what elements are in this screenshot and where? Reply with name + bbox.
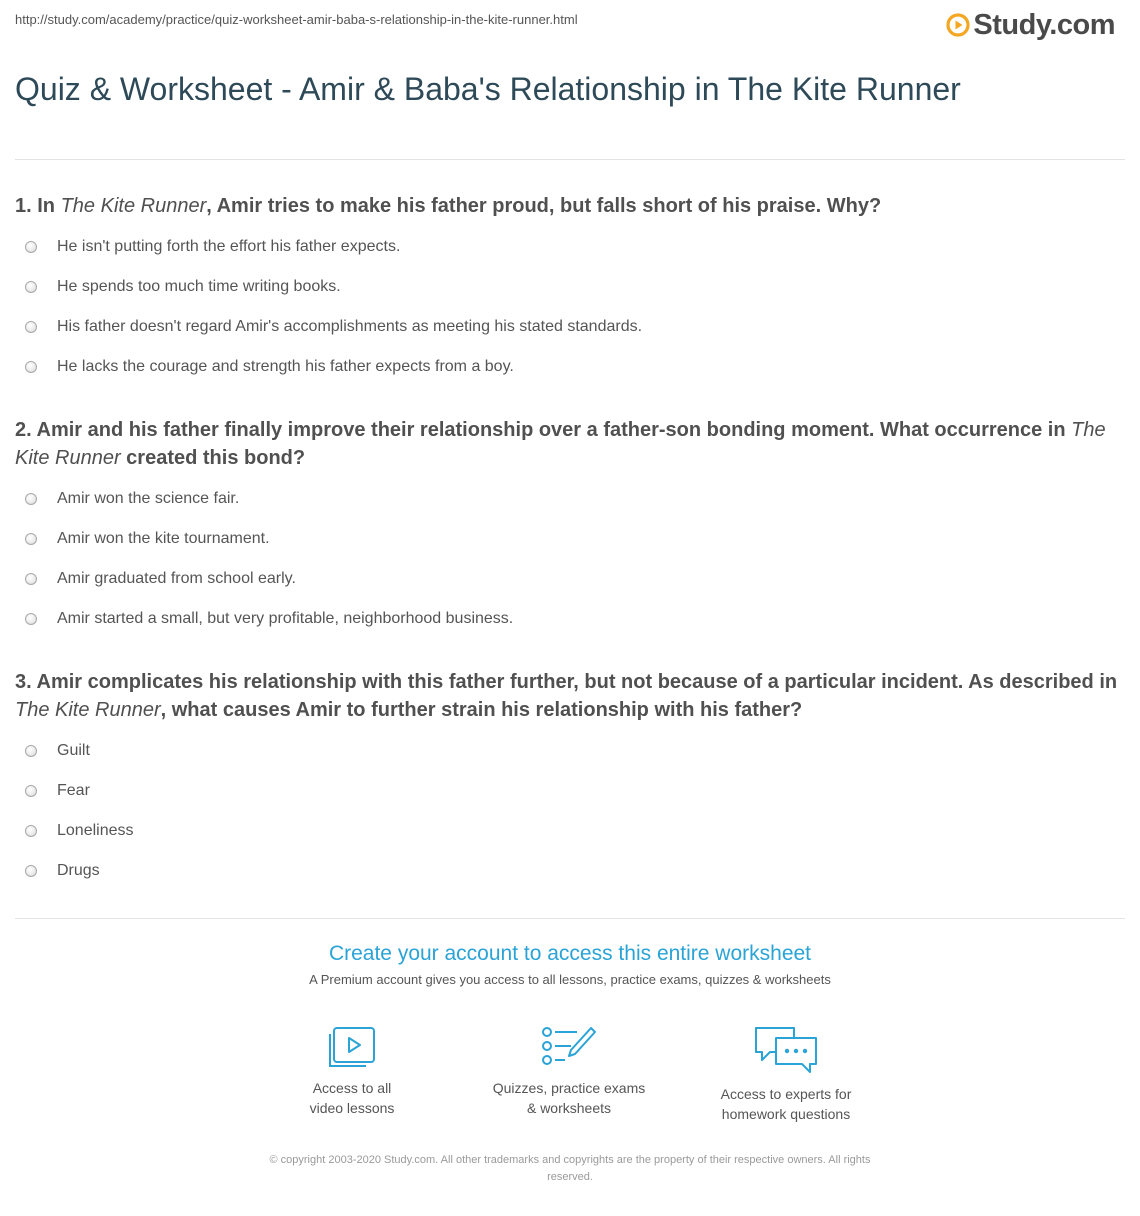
play-circle-icon: [946, 13, 970, 37]
feature-label: [469, 1078, 669, 1118]
answer-label: He isn't putting forth the effort his father expects.: [57, 238, 401, 255]
page-title: Quiz & Worksheet - Amir & Baba's Relationship in The Kite Runner: [15, 71, 961, 107]
answer-option[interactable]: [15, 811, 1125, 851]
feature-label-line: Access to all: [312, 1080, 392, 1096]
question-1: [15, 192, 1125, 387]
answer-label: His father doesn't regard Amir's accomplishments as meeting his stated standards.: [57, 318, 643, 335]
radio-button[interactable]: [25, 493, 37, 505]
logo-text: Study.com: [973, 8, 1115, 41]
answer-label: He lacks the courage and strength his father expects from a boy.: [57, 358, 514, 375]
radio-button[interactable]: [25, 533, 37, 545]
question-text-part: Amir and his father finally improve their relationship over a father-son bonding moment. What occurrence in: [36, 419, 1072, 441]
answer-label: Fear: [57, 782, 90, 799]
radio-button[interactable]: [25, 321, 37, 333]
top-bar: [15, 0, 1125, 50]
answer-label: He spends too much time writing books.: [57, 278, 341, 295]
question-3: [15, 668, 1125, 891]
question-number: 2.: [15, 419, 32, 441]
answer-label: Amir won the science fair.: [57, 490, 240, 507]
signup-cta: [0, 942, 1140, 987]
answer-option[interactable]: [15, 559, 1125, 599]
copyright-line: © copyright 2003-2020 Study.com. All other trademarks and copyrights are the property of their respective owners. All rights: [269, 1154, 871, 1166]
book-title: The Kite Runner: [60, 195, 207, 217]
section-divider: [15, 918, 1125, 919]
cta-title-link[interactable]: Create your account to access this entire worksheet: [328, 942, 812, 965]
question-2: [15, 416, 1125, 639]
answer-option[interactable]: [15, 347, 1125, 387]
feature-experts: [686, 1024, 886, 1124]
question-text: [15, 192, 1125, 220]
radio-button[interactable]: [25, 613, 37, 625]
question-number: 1.: [15, 195, 32, 217]
feature-label-line: homework questions: [721, 1106, 851, 1122]
answer-options: [15, 731, 1125, 891]
feature-quizzes: [469, 1024, 669, 1118]
radio-button[interactable]: [25, 281, 37, 293]
radio-button[interactable]: [25, 785, 37, 797]
radio-button[interactable]: [25, 361, 37, 373]
radio-button[interactable]: [25, 241, 37, 253]
question-number: 3.: [15, 671, 32, 693]
premium-features: [0, 1024, 1140, 1124]
question-text: [15, 416, 1125, 472]
answer-option[interactable]: [15, 851, 1125, 891]
feature-label: [686, 1084, 886, 1124]
video-lessons-icon: [326, 1024, 378, 1068]
radio-button[interactable]: [25, 865, 37, 877]
copyright-notice: [210, 1152, 930, 1186]
copyright-line: reserved.: [547, 1171, 593, 1183]
answer-option[interactable]: [15, 519, 1125, 559]
answer-options: [15, 227, 1125, 387]
answer-option[interactable]: [15, 599, 1125, 639]
question-text-part: , what causes Amir to further strain his relationship with his father?: [160, 699, 803, 721]
feature-label: [252, 1078, 452, 1118]
question-text-part: Amir complicates his relationship with this father further, but not because of a particular incident. As described in: [36, 671, 1118, 693]
question-text: [15, 668, 1125, 724]
answer-label: Loneliness: [57, 822, 134, 839]
chat-bubbles-icon: [754, 1024, 818, 1074]
question-text-part: created this bond?: [120, 447, 306, 469]
answer-option[interactable]: [15, 307, 1125, 347]
answer-option[interactable]: [15, 771, 1125, 811]
radio-button[interactable]: [25, 573, 37, 585]
answer-label: Drugs: [57, 862, 100, 879]
book-title: The Kite Runner: [15, 419, 1106, 469]
cta-subtitle: A Premium account gives you access to all lessons, practice exams, quizzes & worksheets: [309, 972, 831, 987]
quiz-checklist-icon: [541, 1024, 597, 1068]
book-title: The Kite Runner: [15, 699, 161, 721]
answer-option[interactable]: [15, 267, 1125, 307]
feature-video-lessons: [252, 1024, 452, 1118]
answer-options: [15, 479, 1125, 639]
question-text-part: In: [37, 195, 61, 217]
feature-label-line: video lessons: [309, 1100, 395, 1116]
study-logo[interactable]: [946, 8, 1115, 42]
answer-label: Amir won the kite tournament.: [57, 530, 270, 547]
answer-option[interactable]: [15, 731, 1125, 771]
answer-label: Guilt: [57, 742, 90, 759]
radio-button[interactable]: [25, 825, 37, 837]
title-divider: [15, 159, 1125, 160]
radio-button[interactable]: [25, 745, 37, 757]
feature-label-line: Access to experts for: [720, 1086, 852, 1102]
answer-label: Amir started a small, but very profitable, neighborhood business.: [57, 610, 514, 627]
answer-label: Amir graduated from school early.: [57, 570, 296, 587]
answer-option[interactable]: [15, 479, 1125, 519]
feature-label-line: & worksheets: [526, 1100, 612, 1116]
question-text-part: , Amir tries to make his father proud, but falls short of his praise. Why?: [206, 195, 882, 217]
answer-option[interactable]: [15, 227, 1125, 267]
feature-label-line: Quizzes, practice exams: [492, 1080, 646, 1096]
page-url: http://study.com/academy/practice/quiz-worksheet-amir-baba-s-relationship-in-the-kite-runner.html: [15, 12, 578, 27]
